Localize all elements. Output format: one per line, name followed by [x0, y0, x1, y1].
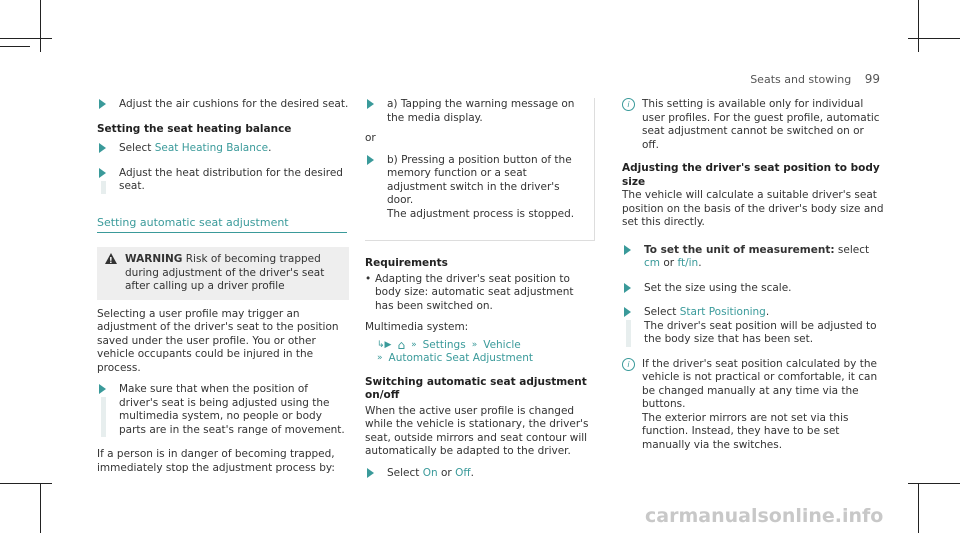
- watermark: carmanualsonline.info: [645, 505, 884, 527]
- option-cm: cm: [644, 257, 661, 269]
- paragraph: When the active user profile is changed while the vehicle is stationary, the driver's seat, outside mirrors and seat contour will automatically be adapted to the driver.: [365, 404, 589, 457]
- chevron-right-icon: »: [411, 339, 417, 350]
- step-item: Adjust the heat distribution for the desired seat.: [97, 167, 349, 194]
- menu-link: Seat Heating Balance: [154, 142, 269, 154]
- crop-mark: [0, 483, 52, 484]
- paragraph: Selecting a user profile may trigger an adjustment of the driver's seat to the position saved under the user profile. You or other vehicle occupants could be injured in the process.: [97, 307, 339, 374]
- home-icon: ⌂: [397, 337, 406, 352]
- subheading: Adjusting the driver's seat position to body size: [622, 162, 880, 188]
- enter-arrow-icon: ↳▶: [377, 339, 392, 350]
- step-item: Set the size using the scale.: [622, 282, 884, 296]
- step-arrow-icon: [367, 155, 374, 165]
- warning-box: ! WARNING Risk of becoming trapped during adjustment of the driver's seat after calling up a driver profile: [97, 247, 349, 300]
- menu-settings: Settings: [422, 338, 466, 351]
- subheading: Setting the seat heating balance: [97, 122, 292, 135]
- paragraph: The vehicle will calculate a suitable driver's seat position on the basis of the driver's body size and set this directly.: [622, 189, 884, 228]
- step-arrow-icon: [99, 143, 106, 153]
- crop-mark: [0, 38, 52, 39]
- step-item: b) Pressing a position button of the memory function or a seat adjustment switch in the driver's door. The adjustment process is stopped.: [365, 154, 586, 222]
- step-arrow-icon: [367, 99, 374, 109]
- steps-box: [365, 98, 595, 241]
- info-icon: i: [622, 98, 635, 111]
- step-arrow-icon: [624, 307, 631, 317]
- paragraph: If a person is in danger of becoming trapped, immediately stop the adjustment process by:: [97, 448, 335, 474]
- menu-path: [365, 339, 595, 366]
- info-icon: i: [622, 358, 635, 371]
- warning-icon: [105, 253, 117, 264]
- crop-mark: [40, 483, 41, 533]
- info-note: i This setting is available only for individual user profiles. For the guest profile, automatic seat adjustment cannot be switched on or off.: [622, 98, 884, 152]
- info-note: i If the driver's seat position calculated by the vehicle is not practical or comfortable, it can be changed manually at any time via the buttons. The exterior mirrors are not set via this function. Instead, they have to be set manually via the switches.: [622, 358, 884, 453]
- step-arrow-icon: [99, 384, 106, 394]
- step-arrow-icon: [99, 168, 106, 178]
- menu-automatic-seat-adjustment: Automatic Seat Adjustment: [388, 352, 533, 364]
- paragraph: Multimedia system:: [365, 321, 469, 333]
- subheading: Requirements: [365, 257, 448, 269]
- step-item: a) Tapping the warning message on the media display.: [365, 98, 586, 125]
- step-arrow-icon: [99, 99, 106, 109]
- option-ftin: ft/in: [677, 257, 699, 269]
- chevron-right-icon: »: [471, 339, 478, 350]
- column-middle: [365, 98, 595, 491]
- crop-mark: [908, 38, 960, 39]
- crop-mark: [40, 0, 41, 52]
- option-on: On: [422, 466, 438, 479]
- crop-mark: [918, 483, 919, 533]
- section-heading: Setting automatic seat adjustment: [97, 216, 347, 234]
- section-title: Seats and stowing: [750, 73, 852, 86]
- option-off: Off: [455, 466, 471, 479]
- column-left: [97, 98, 349, 483]
- requirement-item: • Adapting the driver's seat position to body size: automatic seat adjustment has been switched on.: [365, 273, 595, 314]
- subheading: Switching automatic seat adjustment on/off: [365, 375, 587, 401]
- step-item: Select Start Positioning. The driver's seat position will be adjusted to the body size that has been set.: [622, 306, 884, 347]
- step-arrow-icon: [624, 245, 631, 255]
- step-item: Select On or Off.: [365, 467, 595, 481]
- menu-vehicle: Vehicle: [483, 338, 521, 351]
- crop-mark: [908, 483, 960, 484]
- column-right: [622, 98, 884, 462]
- page-number: 99: [864, 72, 880, 86]
- or-text: or: [365, 132, 376, 144]
- page-header: [750, 72, 880, 86]
- start-positioning-link: Start Positioning: [679, 306, 766, 318]
- step-item: Select Seat Heating Balance.: [97, 142, 349, 156]
- crop-mark: [918, 0, 919, 52]
- step-item: Make sure that when the position of driver's seat is being adjusted using the multimedia system, no people or body parts are in the seat's range of movement.: [97, 383, 349, 437]
- step-arrow-icon: [624, 283, 631, 293]
- chevron-right-icon: »: [377, 353, 383, 363]
- step-item: To set the unit of measurement: select cm or ft/in.: [622, 244, 884, 271]
- crop-mark: [0, 46, 30, 47]
- step-arrow-icon: [367, 468, 374, 478]
- step-item: Adjust the air cushions for the desired seat.: [97, 98, 349, 112]
